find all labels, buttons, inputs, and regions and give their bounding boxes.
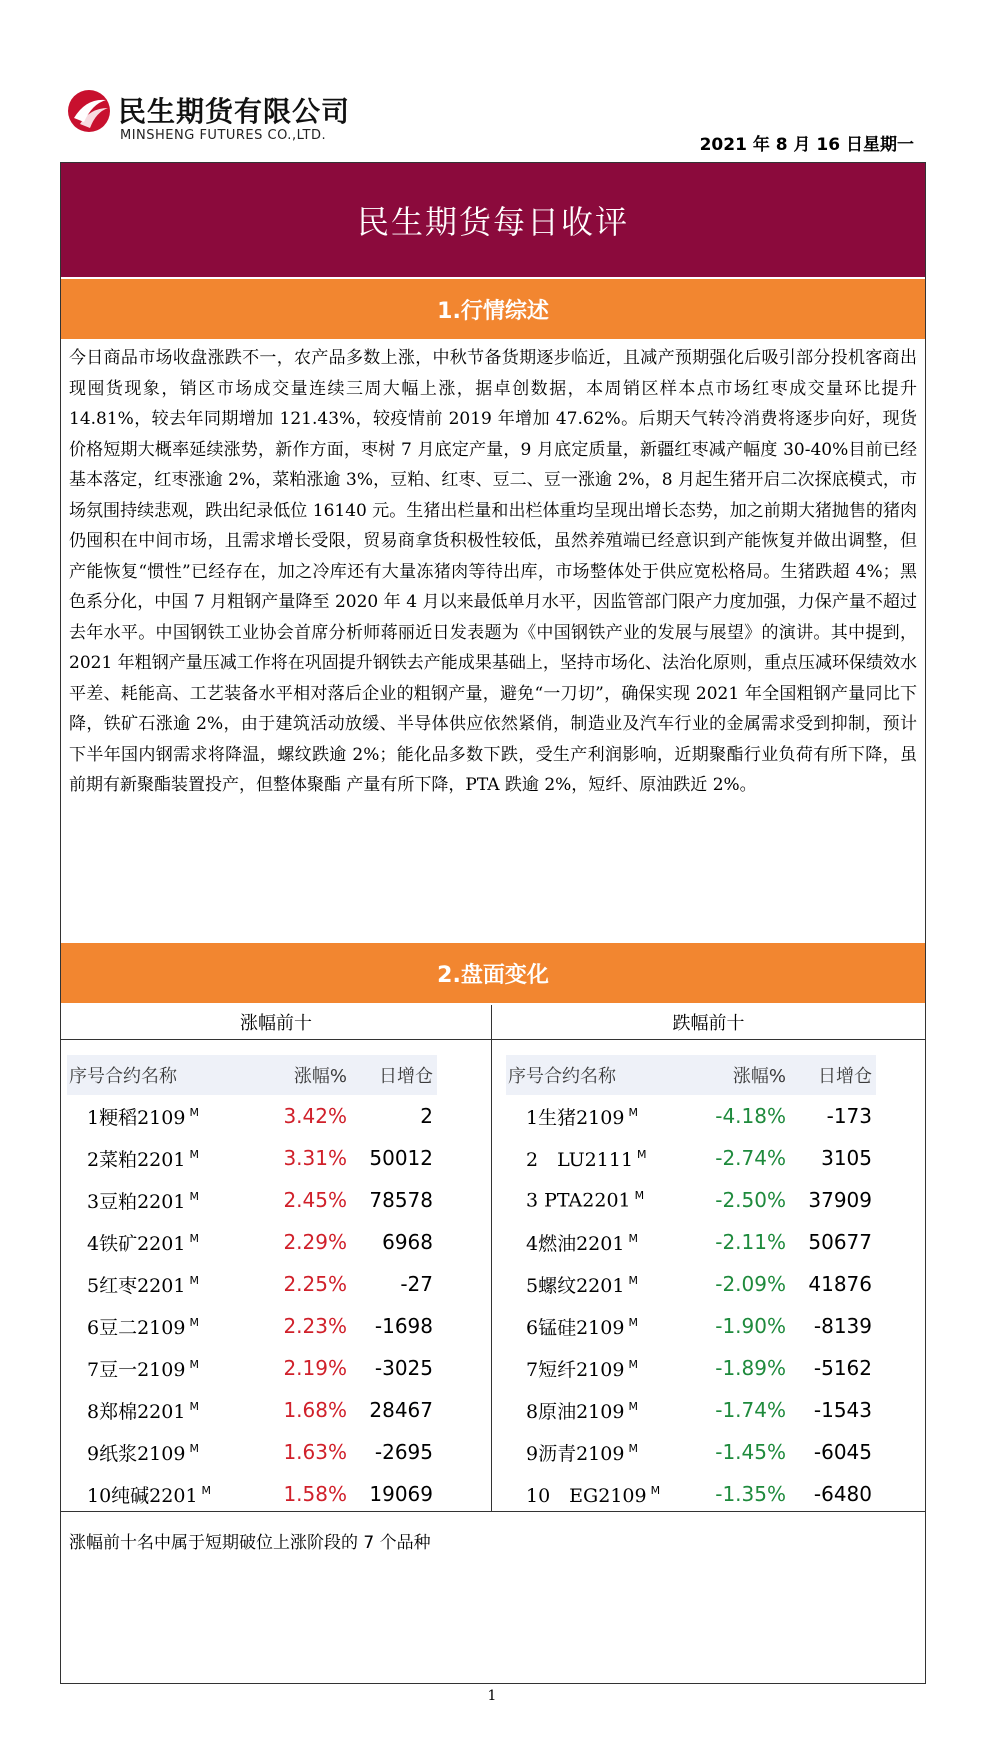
open-interest-change: 50677 <box>808 1230 872 1254</box>
contract-label: 2菜粕2201 <box>87 1148 186 1171</box>
contract-name <box>67 1313 257 1340</box>
contract-mark: M <box>634 1188 645 1202</box>
contract-mark: M <box>628 1274 638 1288</box>
contract-mark: M <box>628 1358 638 1372</box>
contract-name <box>506 1229 696 1256</box>
contract-mark: M <box>189 1358 199 1372</box>
col-open-interest-change: 日增仓 <box>379 1066 433 1087</box>
contract-label: 4燃油2201 <box>526 1232 625 1255</box>
contract-label: 1生猪2109 <box>526 1106 625 1129</box>
contract-label: 5螺纹2201 <box>526 1274 625 1297</box>
table-row <box>67 1179 437 1221</box>
contract-name <box>506 1271 696 1298</box>
change-pct: 1.58% <box>283 1482 347 1506</box>
contract-name <box>506 1313 696 1340</box>
contract-label: 3 PTA2201 <box>526 1189 631 1212</box>
losers-panel <box>492 1005 925 1511</box>
ranking-tables <box>61 1005 925 1511</box>
col-contract-name: 序号合约名称 <box>69 1066 177 1087</box>
col-contract-name: 序号合约名称 <box>508 1066 616 1087</box>
change-pct: -4.18% <box>715 1104 786 1128</box>
report-date: 2021 年 8 月 16 日星期一 <box>699 135 914 155</box>
table-row <box>506 1389 876 1431</box>
contract-mark: M <box>189 1148 199 1162</box>
change-pct: 1.68% <box>283 1398 347 1422</box>
open-interest-change: 37909 <box>808 1188 872 1212</box>
losers-table <box>506 1055 876 1515</box>
change-pct: 2.25% <box>283 1272 347 1296</box>
contract-name <box>506 1103 696 1130</box>
contract-mark: M <box>650 1484 661 1498</box>
table-row <box>506 1305 876 1347</box>
change-pct: 3.42% <box>283 1104 347 1128</box>
table-row <box>506 1179 876 1221</box>
losers-table-header <box>506 1055 876 1095</box>
report-frame <box>60 162 926 1684</box>
contract-name <box>67 1103 257 1130</box>
open-interest-change: -173 <box>826 1104 872 1128</box>
section2-heading: 2.盘面变化 <box>437 962 549 988</box>
contract-name <box>67 1187 257 1214</box>
table-row <box>67 1263 437 1305</box>
col-change-pct: 涨幅% <box>732 1066 786 1087</box>
table-row <box>67 1347 437 1389</box>
gainers-title: 涨幅前十 <box>61 1005 491 1040</box>
open-interest-change: -3025 <box>374 1356 433 1380</box>
contract-label: 6锰硅2109 <box>526 1316 625 1339</box>
table-row <box>506 1347 876 1389</box>
section2-header <box>61 943 925 1003</box>
table-row <box>506 1221 876 1263</box>
contract-mark: M <box>201 1484 212 1498</box>
contract-name <box>506 1439 696 1466</box>
col-open-interest-change: 日增仓 <box>818 1066 872 1087</box>
open-interest-change: -5162 <box>813 1356 872 1380</box>
table-row <box>506 1137 876 1179</box>
contract-label: 5红枣2201 <box>87 1274 186 1297</box>
page-title: 民生期货每日收评 <box>356 203 629 241</box>
gainers-table-header <box>67 1055 437 1095</box>
contract-name <box>506 1355 696 1382</box>
contract-mark: M <box>189 1190 199 1204</box>
contract-label: 8原油2109 <box>526 1400 625 1423</box>
contract-label: 10纯碱2201 <box>87 1484 198 1507</box>
open-interest-change: -6045 <box>813 1440 872 1464</box>
contract-label: 7豆一2109 <box>87 1358 186 1381</box>
table-row <box>67 1473 437 1515</box>
contract-label: 3豆粕2201 <box>87 1190 186 1213</box>
contract-name <box>67 1271 257 1298</box>
section1-header <box>61 279 925 339</box>
change-pct: 3.31% <box>283 1146 347 1170</box>
change-pct: 2.29% <box>283 1230 347 1254</box>
contract-name <box>506 1145 696 1172</box>
losers-title: 跌幅前十 <box>492 1005 925 1040</box>
open-interest-change: -6480 <box>813 1482 872 1506</box>
contract-mark: M <box>628 1442 638 1456</box>
contract-mark: M <box>189 1400 199 1414</box>
table-row <box>506 1431 876 1473</box>
open-interest-change: -2695 <box>374 1440 433 1464</box>
table-row <box>67 1095 437 1137</box>
contract-mark: M <box>189 1316 199 1330</box>
contract-mark: M <box>189 1232 199 1246</box>
open-interest-change: 50012 <box>369 1146 433 1170</box>
contract-mark: M <box>189 1442 199 1456</box>
table-row <box>67 1431 437 1473</box>
change-pct: -1.74% <box>715 1398 786 1422</box>
market-summary-paragraph: 今日商品市场收盘涨跌不一，农产品多数上涨，中秋节备货期逐步临近，且减产预期强化后吸引部分投机客商出现囤货现象，销区市场成交量连续三周大幅上涨，据卓创数据，本周销区样本点市场红枣成交量环比提升 14.81%，较去年同期增加 121.43%，较疫情前 2019 年增加 47.62%。后期天气转冷消费将逐步向好，现货价格短期大概率延续涨势，新作方面，枣树 7 月底定产量，9 月底定质量，新疆红枣减产幅度 30-40%目前已经基本落定，红枣涨逾 2%，菜粕涨逾 3%，豆粕、红枣、豆二、豆一涨逾 2%，8 月起生猪开启二次探底模式，市场氛围持续悲观，跌出纪录低位 16140 元。生猪出栏量和出栏体重均呈现出增长态势，加之前期大猪抛售的猪肉仍囤积在中间市场，且需求增长受限，贸易商拿货积极性较低，虽然养殖端已经意识到产能恢复并做出调整，但产能恢复“惯性”已经存在，加之冷库还有大量冻猪肉等待出库，市场整体处于供应宽松格局。生猪跌超 4%；黑色系分化，中国 7 月粗钢产量降至 2020 年 4 月以来最低单月水平，因监管部门限产力度加强，力保产量不超过去年水平。中国钢铁工业协会首席分析师蒋丽近日发表题为《中国钢铁产业的发展与展望》的演讲。其中提到，2021 年粗钢产量压减工作将在巩固提升钢铁去产能成果基础上，坚持市场化、法治化原则，重点压减环保绩效水平差、耗能高、工艺装备水平相对落后企业的粗钢产量，避免“一刀切”，确保实现 2021 年全国粗钢产量同比下降，铁矿石涨逾 2%，由于建筑活动放缓、半导体供应依然紧俏，制造业及汽车行业的金属需求受到抑制，预计下半年国内钢需求将降温，螺纹跌逾 2%；能化品多数下跌，受生产利润影响，近期聚酯行业负荷有所下降，虽前期有新聚酯装置投产，但整体聚酯 产量有所下降，PTA 跌逾 2%，短纤、原油跌近 2%。 <box>69 348 917 795</box>
open-interest-change: 19069 <box>369 1482 433 1506</box>
change-pct: -2.74% <box>715 1146 786 1170</box>
table-row <box>506 1473 876 1515</box>
contract-name <box>67 1439 257 1466</box>
contract-label: 9沥青2109 <box>526 1442 625 1465</box>
open-interest-change: 3105 <box>821 1146 872 1170</box>
gainers-rows <box>67 1095 437 1515</box>
contract-name <box>67 1229 257 1256</box>
table-row <box>67 1221 437 1263</box>
contract-label: 4铁矿2201 <box>87 1232 186 1255</box>
open-interest-change: 6968 <box>382 1230 433 1254</box>
losers-rows <box>506 1095 876 1515</box>
table-row <box>67 1389 437 1431</box>
contract-name <box>506 1481 696 1508</box>
open-interest-change: 41876 <box>808 1272 872 1296</box>
company-name-en: MINSHENG FUTURES CO.,LTD. <box>120 128 327 143</box>
table-row <box>506 1095 876 1137</box>
contract-label: 1粳稻2109 <box>87 1106 186 1129</box>
change-pct: -2.50% <box>715 1188 786 1212</box>
gainers-panel <box>61 1005 492 1511</box>
open-interest-change: 28467 <box>369 1398 433 1422</box>
contract-mark: M <box>637 1148 647 1162</box>
open-interest-change: -1698 <box>374 1314 433 1338</box>
contract-name <box>506 1189 696 1211</box>
change-pct: 2.23% <box>283 1314 347 1338</box>
contract-name <box>67 1145 257 1172</box>
contract-label: 10 EG2109 <box>526 1484 647 1507</box>
open-interest-change: -8139 <box>813 1314 872 1338</box>
contract-mark: M <box>189 1106 199 1120</box>
minsheng-logo-icon <box>66 88 112 134</box>
table-row <box>67 1137 437 1179</box>
contract-mark: M <box>628 1316 638 1330</box>
table-row <box>506 1263 876 1305</box>
table-row <box>67 1305 437 1347</box>
open-interest-change: 2 <box>420 1104 433 1128</box>
change-pct: 2.45% <box>283 1188 347 1212</box>
col-change-pct: 涨幅% <box>293 1066 347 1087</box>
contract-name <box>67 1397 257 1424</box>
contract-mark: M <box>628 1106 638 1120</box>
gainers-table <box>67 1055 437 1515</box>
contract-name <box>506 1397 696 1424</box>
change-pct: -1.89% <box>715 1356 786 1380</box>
contract-mark: M <box>628 1400 638 1414</box>
ranking-note: 涨幅前十名中属于短期破位上涨阶段的 7 个品种 <box>61 1511 925 1569</box>
contract-mark: M <box>189 1274 199 1288</box>
contract-name <box>67 1481 257 1508</box>
contract-label: 8郑棉2201 <box>87 1400 186 1423</box>
page-number: 1 <box>487 1688 497 1704</box>
change-pct: -1.45% <box>715 1440 786 1464</box>
change-pct: 1.63% <box>283 1440 347 1464</box>
contract-mark: M <box>628 1232 638 1246</box>
change-pct: -1.35% <box>715 1482 786 1506</box>
section1-heading: 1.行情综述 <box>437 298 549 324</box>
contract-label: 9纸浆2109 <box>87 1442 186 1465</box>
company-logo <box>66 88 366 158</box>
contract-label: 2 LU2111 <box>526 1148 634 1171</box>
change-pct: -1.90% <box>715 1314 786 1338</box>
open-interest-change: -1543 <box>813 1398 872 1422</box>
title-bar <box>61 163 925 277</box>
company-name-cn: 民生期货有限公司 <box>118 95 351 128</box>
contract-label: 7短纤2109 <box>526 1358 625 1381</box>
change-pct: -2.11% <box>715 1230 786 1254</box>
change-pct: -2.09% <box>715 1272 786 1296</box>
change-pct: 2.19% <box>283 1356 347 1380</box>
contract-label: 6豆二2109 <box>87 1316 186 1339</box>
open-interest-change: 78578 <box>369 1188 433 1212</box>
open-interest-change: -27 <box>400 1272 433 1296</box>
contract-name <box>67 1355 257 1382</box>
